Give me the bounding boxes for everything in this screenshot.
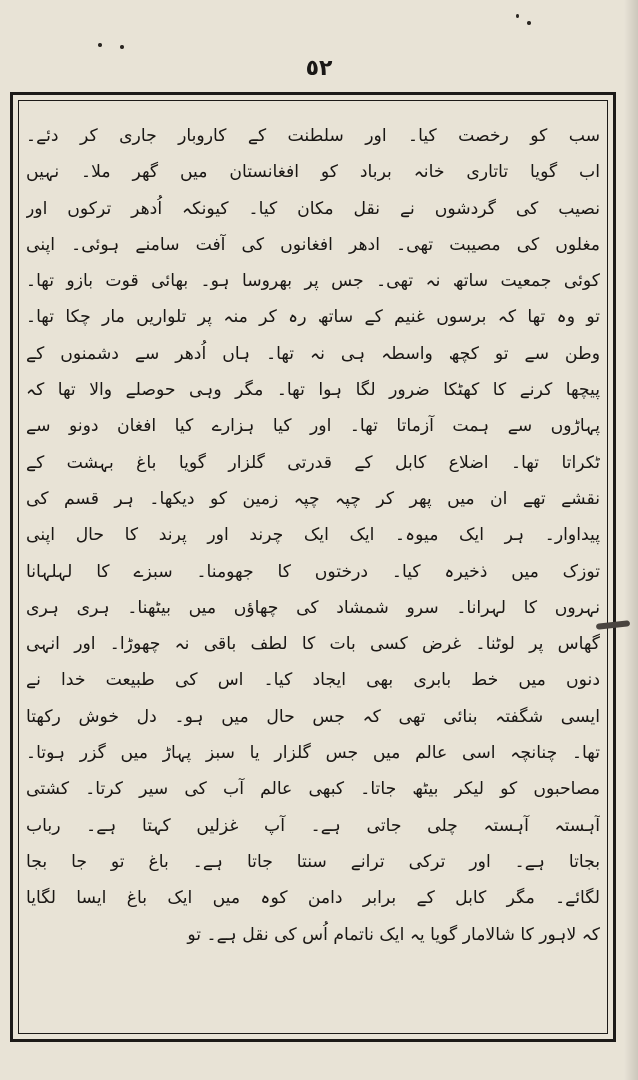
page-number: ٥٢ [305, 56, 333, 81]
text-line: کہ لاہور کا شالامار گویا یہ ایک ناتمام اُس کی نقل ہے۔ تو [187, 924, 600, 945]
page-edge-shadow [624, 0, 638, 1080]
ink-speck [516, 14, 519, 18]
text-line: آہستہ آہستہ چلی جاتی ہے۔ آپ غزلیں کہتا ہے۔ رباب [26, 815, 600, 836]
text-line: نقشے تھے ان میں پھر کر چپہ چپہ زمین کو دیکھا۔ ہر قسم کی [26, 488, 600, 509]
text-line: پیداوار۔ ہر ایک میوہ۔ ایک ایک چرند اور پرند کا حال اپنی [26, 525, 600, 546]
ink-speck [527, 21, 531, 25]
text-line: تھا۔ چنانچہ اسی عالم میں جس گلزار یا سبز پہاڑ میں گزر ہوتا۔ [26, 743, 600, 764]
ink-speck [120, 45, 124, 49]
text-line: وطن سے تو کچھ واسطہ ہی نہ تھا۔ ہاں اُدھر سے دشمنوں کے [26, 343, 600, 364]
text-line: نصیب کی گردشوں نے نقل مکان کیا۔ کیونکہ اُدھر ترکوں اور [26, 198, 600, 219]
text-line: تو وہ تھا کہ برسوں غنیم کے ساتھ رہ کر منہ پر تلواریں مار چکا تھا۔ [26, 307, 600, 328]
text-line: نہروں کا لہرانا۔ سرو شمشاد کی چھاؤں میں بیٹھنا۔ ہری ہری [26, 597, 600, 618]
text-line: گھاس پر لوٹنا۔ غرض کسی بات کا لطف باقی نہ چھوڑا۔ اور انہی [26, 634, 600, 655]
text-line: مغلوں کی مصیبت تھی۔ ادھر افغانوں کی آفت سامنے ہوئی۔ اپنی [26, 234, 600, 255]
text-line: پہاڑوں سے ہمت آزماتا تھا۔ اور کیا ہزارے کیا افغان دونو سے [26, 416, 600, 437]
ink-speck [98, 43, 102, 47]
text-line: ایسی شگفتہ بنائی تھی کہ جس حال میں ہو۔ دل خوش رکھتا [26, 706, 600, 727]
text-line: سب کو رخصت کیا۔ اور سلطنت کے کاروبار جاری کر دئے۔ [26, 126, 600, 146]
text-line: توزک میں ذخیرہ کیا۔ درختوں کا جھومنا۔ سبزے کا لہلہانا [26, 561, 600, 582]
text-line: مصاحبوں کو لیکر بیٹھ جاتا۔ کبھی عالم آب کی سیر کرتا۔ کشتی [26, 779, 600, 800]
body-text [26, 118, 600, 1030]
text-line: اب گویا تاتاری خانہ برباد کو افغانستان میں گھر ملا۔ نہیں [26, 162, 600, 183]
text-line: کوئی جمعیت ساتھ نہ تھی۔ جس پر بھروسا ہو۔ بھائی قوت بازو تھا۔ [26, 271, 600, 292]
text-line: بجاتا ہے۔ اور ترکی ترانے سنتا جاتا ہے۔ باغ تو جا بجا [26, 851, 600, 872]
text-line: ٹکراتا تھا۔ اضلاع کابل کے قدرتی گلزار گویا باغ بہشت کے [26, 452, 600, 473]
text-line: پیچھا کرنے کا کھٹکا ضرور لگا ہوا تھا۔ مگر وہی حوصلے والا تھا کہ [26, 380, 600, 401]
text-line: دنوں میں خط بابری بھی ایجاد کیا۔ اس کی طبیعت خدا نے [26, 670, 600, 691]
text-line: لگائے۔ مگر کابل کے برابر دامن کوہ میں ایک باغ ایسا لگایا [26, 888, 600, 909]
